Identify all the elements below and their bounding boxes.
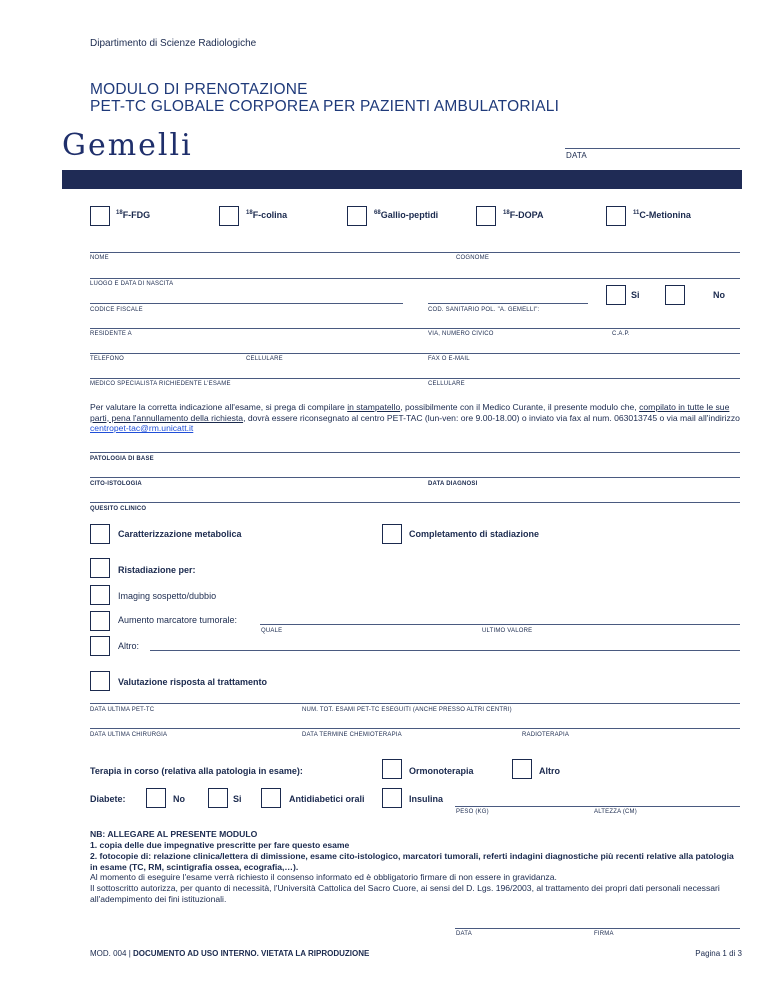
imaging-label: Imaging sospetto/dubbio [118, 591, 217, 601]
tracer-label-cmetionina: $^{11}$C-Metionina [633, 210, 691, 220]
diabete-si-label: Si [233, 794, 242, 804]
footer-left: MOD. 004 | DOCUMENTO AD USO INTERNO. VIETATA LA RIPRODUZIONE [90, 949, 370, 958]
nome-label: NOME [90, 255, 109, 261]
insulina-label: Insulina [409, 794, 444, 804]
ristadiazione-label: Ristadiazione per: [118, 565, 196, 575]
patologia-top-line [90, 452, 740, 453]
fax-label: FAX O E-MAIL [428, 356, 470, 362]
altro-line[interactable] [150, 650, 740, 651]
note-1: 1. copia delle due impegnative prescritte per fare questo esame [90, 840, 350, 850]
tracer-checkbox-ffdg[interactable] [90, 206, 110, 226]
diabete-no-checkbox[interactable] [146, 788, 166, 808]
data-diagnosi-label: DATA DIAGNOSI [428, 481, 478, 487]
instructions-paragraph: Per valutare la corretta indicazione all'esame, si prega di compilare in stampatello, possibilmente con il Medico Curante, il presente modulo che, compilato in tutte le sue parti, pena l'annullamento della richiesta, dovrà essere riconsegnato al centro PET-TAC (lun-ven: ore 9.00-18.00) o inviato via fax al num. 063013745 o via mail all'indirizzo centropet-tac@rm.unicatt.it [90, 402, 740, 433]
cod-sanitario-label: COD. SANITARIO POL. "A. GEMELLI": [428, 307, 540, 313]
diabete-no-label: No [173, 794, 185, 804]
medico-label: MEDICO SPECIALISTA RICHIEDENTE L'ESAME [90, 381, 231, 387]
no-label: No [713, 290, 725, 300]
gemelli-logo: Gemelli [62, 128, 193, 163]
terapia-label: Terapia in corso (relativa alla patologia in esame): [90, 766, 303, 776]
num-tot-label: NUM. TOT. ESAMI PET-TC ESEGUITI (ANCHE PRESSO ALTRI CENTRI) [302, 707, 512, 713]
cap-label: C.A.P. [612, 331, 630, 337]
residente-label: RESIDENTE A [90, 331, 132, 337]
diabete-label: Diabete: [90, 794, 126, 804]
ormonoterapia-checkbox[interactable] [382, 759, 402, 779]
date-line[interactable] [565, 148, 740, 149]
tracer-label-ffdg: $^{18}$F-FDG [116, 210, 151, 220]
tracer-label-fdopa: $^{18}$F-DOPA [503, 210, 544, 220]
data-chemio-label: DATA TERMINE CHEMIOTERAPIA [302, 732, 402, 738]
patologia-label: PATOLOGIA DI BASE [90, 456, 154, 462]
medico-line[interactable] [90, 378, 740, 379]
nome-line[interactable] [90, 252, 740, 253]
ormonoterapia-label: Ormonoterapia [409, 766, 474, 776]
form-title: MODULO DI PRENOTAZIONE [90, 81, 308, 98]
antidiabetici-checkbox[interactable] [261, 788, 281, 808]
imaging-checkbox[interactable] [90, 585, 110, 605]
codice-fiscale-line[interactable] [90, 303, 403, 304]
data-chirurgia-label: DATA ULTIMA CHIRURGIA [90, 732, 168, 738]
department-label: Dipartimento di Scienze Radiologiche [90, 38, 257, 49]
quesito-line[interactable] [90, 502, 740, 503]
tracer-checkbox-cmetionina[interactable] [606, 206, 626, 226]
cito-line[interactable] [90, 477, 740, 478]
altezza-label: ALTEZZA (CM) [594, 809, 637, 815]
tracer-label-fcolina: $^{18}$F-colina [246, 210, 288, 220]
radioterapia-label: RADIOTERAPIA [522, 732, 570, 738]
cognome-label: COGNOME [456, 255, 490, 261]
no-checkbox[interactable] [665, 285, 685, 305]
firma-data-label: DATA [456, 931, 472, 937]
note-2: 2. fotocopie di: relazione clinica/lettera di dimissione, esame cito-istologico, marcatori tumorali, referti indagini diagnostiche più recenti relative alla patologia in esame (TC, RM, scintigrafia ossea, ecografia,…). [90, 851, 734, 872]
altro-terapia-checkbox[interactable] [512, 759, 532, 779]
telefono-line[interactable] [90, 353, 740, 354]
altro-terapia-label: Altro [539, 766, 560, 776]
firma-line[interactable] [455, 928, 740, 929]
date-label: DATA [566, 151, 587, 160]
note-3: Al momento di eseguire l'esame verrà richiesto il consenso informato ed è obbligatorio firmare di non essere in gravidanza. [90, 872, 557, 882]
insulina-checkbox[interactable] [382, 788, 402, 808]
peso-line[interactable] [455, 806, 740, 807]
chirurgia-line[interactable] [90, 728, 740, 729]
valutazione-label: Valutazione risposta al trattamento [118, 677, 268, 687]
altro-checkbox[interactable] [90, 636, 110, 656]
quale-label: QUALE [261, 628, 283, 634]
luogo-line[interactable] [90, 278, 740, 279]
aumento-label: Aumento marcatore tumorale: [118, 615, 238, 625]
cod-sanitario-line[interactable] [428, 303, 588, 304]
tracer-label-gallio: $^{68}$Gallio-peptidi [374, 210, 439, 220]
telefono-label: TELEFONO [90, 356, 124, 362]
quesito-label: QUESITO CLINICO [90, 506, 147, 512]
peso-label: PESO (KG) [456, 809, 489, 815]
form-subtitle: PET-TC GLOBALE CORPOREA PER PAZIENTI AMBULATORIALI [90, 98, 560, 115]
valutazione-checkbox[interactable] [90, 671, 110, 691]
antidiabetici-label: Antidiabetici orali [289, 794, 365, 804]
quale-line[interactable] [260, 624, 740, 625]
ristadiazione-checkbox[interactable] [90, 558, 110, 578]
diabete-si-checkbox[interactable] [208, 788, 228, 808]
completamento-checkbox[interactable] [382, 524, 402, 544]
firma-label: FIRMA [594, 931, 614, 937]
nb-heading: NB: ALLEGARE AL PRESENTE MODULO [90, 829, 258, 839]
page-number: Pagina 1 di 3 [695, 949, 742, 958]
si-label: Si [631, 290, 640, 300]
pet-line[interactable] [90, 703, 740, 704]
luogo-data-label: LUOGO E DATA DI NASCITA [90, 281, 174, 287]
caratterizzazione-checkbox[interactable] [90, 524, 110, 544]
data-ultima-pet-label: DATA ULTIMA PET-TC [90, 707, 155, 713]
si-checkbox[interactable] [606, 285, 626, 305]
cellulare2-label: CELLULARE [428, 381, 465, 387]
completamento-label: Completamento di stadiazione [409, 529, 540, 539]
tracer-checkbox-fdopa[interactable] [476, 206, 496, 226]
altro-label: Altro: [118, 641, 140, 651]
email-link[interactable]: centropet-tac@rm.unicatt.it [90, 423, 194, 433]
cito-label: CITO-ISTOLOGIA [90, 481, 142, 487]
tracer-checkbox-fcolina[interactable] [219, 206, 239, 226]
cellulare-label: CELLULARE [246, 356, 283, 362]
header-band [62, 170, 742, 189]
tracer-checkbox-gallio[interactable] [347, 206, 367, 226]
residente-line[interactable] [90, 328, 740, 329]
aumento-checkbox[interactable] [90, 611, 110, 631]
codice-fiscale-label: CODICE FISCALE [90, 307, 143, 313]
note-4: Il sottoscritto autorizza, per quanto di necessità, l'Università Cattolica del Sacro Cuore, ai sensi del D. Lgs. 196/2003, al trattamento dei propri dati personali necessari all'adempimento dei fini istituzionali. [90, 883, 720, 904]
ultimo-valore-label: ULTIMO VALORE [482, 628, 533, 634]
via-label: VIA, NUMERO CIVICO [428, 331, 494, 337]
caratterizzazione-label: Caratterizzazione metabolica [118, 529, 242, 539]
